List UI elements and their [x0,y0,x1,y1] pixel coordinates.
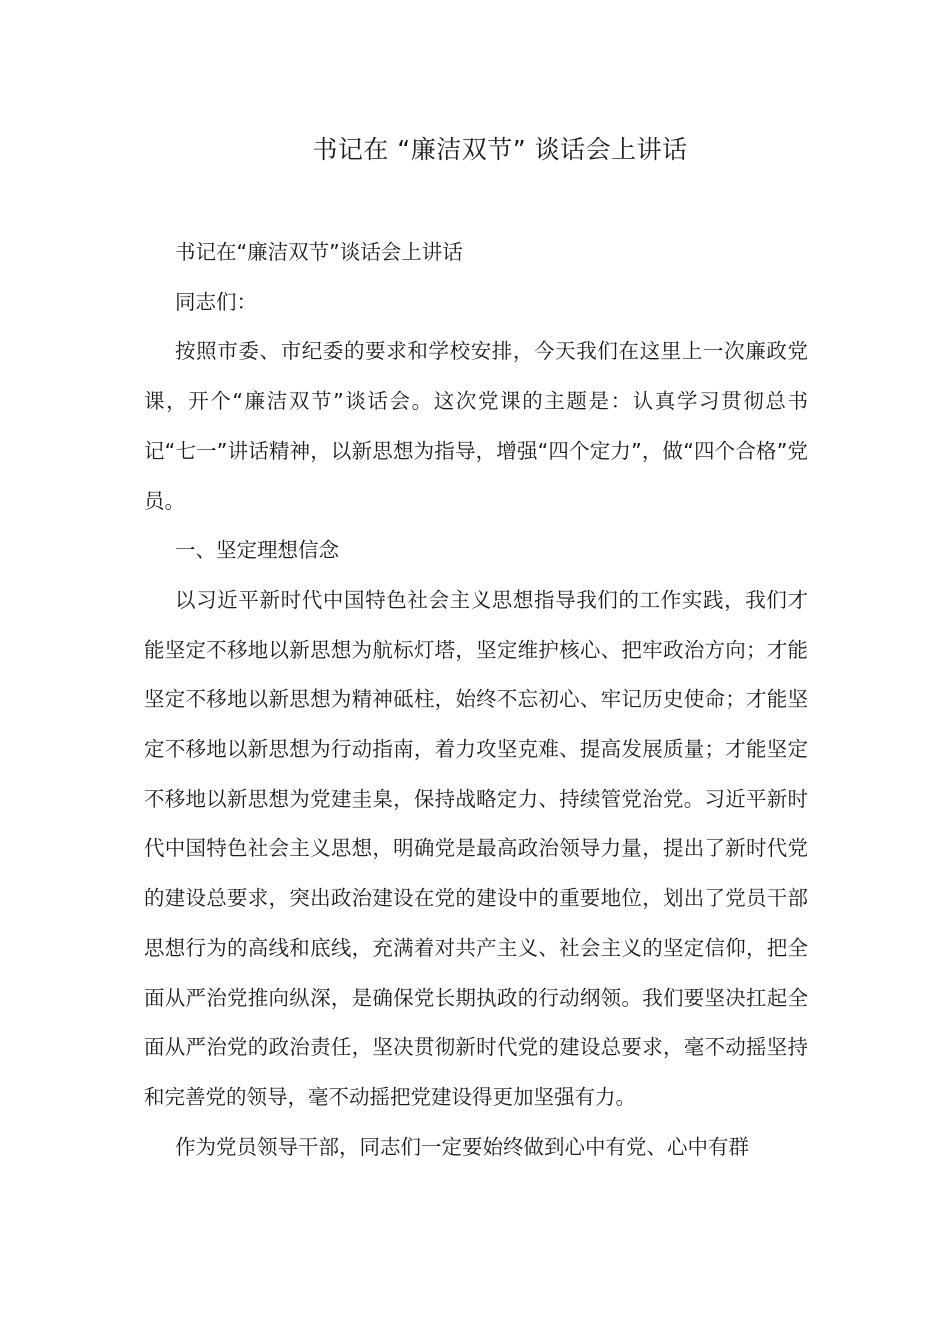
document-title: 书记在 “廉洁双节” 谈话会上讲话 [312,135,688,164]
paragraph-subtitle: 书记在“廉洁双节”谈话会上讲话 [175,240,463,264]
paragraph-salutation: 同志们： [175,289,257,314]
document-body [144,228,808,1172]
paragraph-continued: 作为党员领导干部，同志们一定要始终做到心中有党、心中有群 [175,1134,749,1159]
paragraph-intro: 按照市委、市纪委的要求和学校安排，今天我们在这里上一次廉政党课，开个“廉洁双节”谈话会。这次党课的主题是：认真学习贯彻总书记“七一”讲话精神，以新思想为指导，增强“四个定力”，做“四个合格”党员。 [144,339,808,513]
paragraph-section-1: 以习近平新时代中国特色社会主义思想指导我们的工作实践，我们才能坚定不移地以新思想为航标灯塔，坚定维护核心、把牢政治方向；才能坚定不移地以新思想为精神砥柱，始终不忘初心、牢记历史使命；才能坚定不移地以新思想为行动指南，着力攻坚克难、提高发展质量；才能坚定不移地以新思想为党建圭臬，保持战略定力、持续管党治党。习近平新时代中国特色社会主义思想，明确党是最高政治领导力量，提出了新时代党的建设总要求，突出政治建设在党的建设中的重要地位，划出了党员干部思想行为的高线和底线，充满着对共产主义、社会主义的坚定信仰，把全面从严治党推向纵深，是确保党长期执政的行动纲领。我们要坚决扛起全面从严治党的政治责任，坚决贯彻新时代党的建设总要求，毫不动摇坚持和完善党的领导，毫不动摇把党建设得更加坚强有力。 [144,587,808,1109]
section-heading-1: 一、坚定理想信念 [175,538,339,563]
